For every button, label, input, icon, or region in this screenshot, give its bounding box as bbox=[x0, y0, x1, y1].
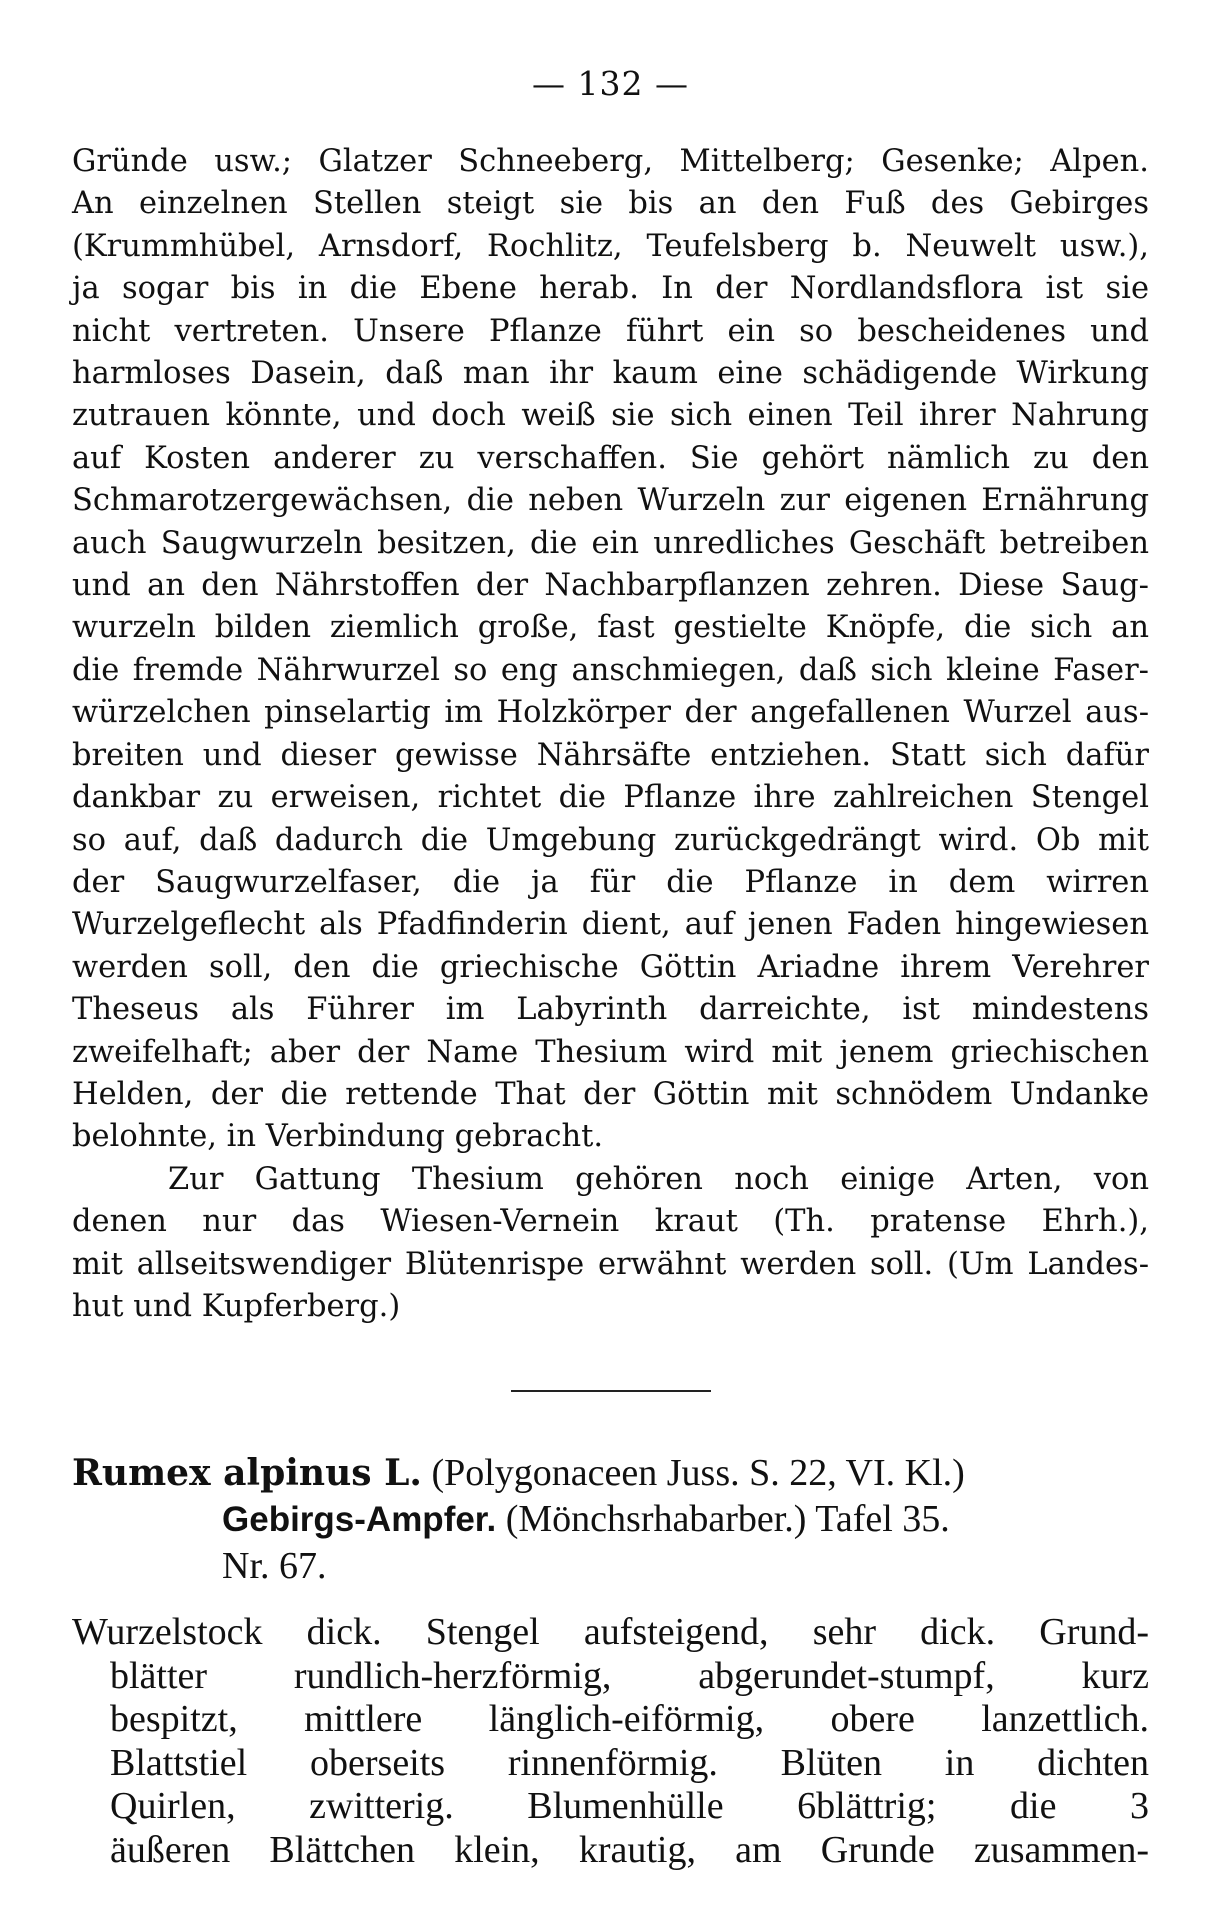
text-line: mit allseitswendiger Blütenrispe erwähnt werden soll. (Um Landes- bbox=[72, 1246, 1149, 1282]
text-line: Schmarotzergewächsen, die neben Wurzeln zur eigenen Ernährung bbox=[72, 483, 1149, 519]
text-line: zweifelhaft; aber der Name Thesium wird mit jenem griechischen bbox=[72, 1034, 1149, 1070]
section-divider bbox=[511, 1390, 711, 1392]
text-line: ja sogar bis in die Ebene herab. In der Nordlandsflora ist sie bbox=[72, 271, 1149, 307]
text-line: und an den Nährstoffen der Nachbarpflanzen zehren. Diese Saug- bbox=[72, 568, 1149, 604]
text-line: äußeren Blättchen klein, krautig, am Grunde zusammen- bbox=[110, 1828, 1149, 1871]
text-line: so auf, daß dadurch die Umgebung zurückgedrängt wird. Ob mit bbox=[72, 822, 1149, 858]
text-line: Helden, der die rettende That der Göttin mit schnödem Undanke bbox=[72, 1076, 1149, 1112]
text-line: dankbar zu erweisen, richtet die Pflanze ihre zahlreichen Stengel bbox=[72, 780, 1149, 816]
species-name: Rumex alpinus L. bbox=[72, 1452, 422, 1495]
text-line: die fremde Nährwurzel so eng anschmiegen, daß sich kleine Faser- bbox=[72, 652, 1149, 688]
page-number: — 132 — bbox=[532, 64, 689, 103]
text-line: An einzelnen Stellen steigt sie bis an den Fuß des Gebirges bbox=[72, 186, 1149, 222]
species-entry-heading bbox=[72, 1450, 1149, 1589]
text-line: Blattstiel oberseits rinnenförmig. Blüten in dichten bbox=[110, 1741, 1149, 1784]
text-line: harmloses Dasein, daß man ihr kaum eine schädigende Wirkung bbox=[72, 356, 1149, 392]
text-line: zutrauen könnte, und doch weiß sie sich einen Teil ihrer Nahrung bbox=[72, 398, 1149, 434]
text-line: werden soll, den die griechische Göttin Ariadne ihrem Verehrer bbox=[72, 949, 1149, 985]
alternate-name: (Mönchsrhabarber.) Tafel 35. bbox=[505, 1498, 950, 1541]
text-line: nicht vertreten. Unsere Pflanze führt ein so bescheidenes und bbox=[72, 313, 1149, 349]
text-line: bespitzt, mittlere länglich-eiförmig, obere lanzettlich. bbox=[110, 1698, 1149, 1741]
family-reference: (Polygonaceen Juss. S. 22, VI. Kl.) bbox=[431, 1452, 965, 1495]
text-line: hut und Kupferberg.) bbox=[72, 1288, 401, 1324]
text-line: Wurzelgeflecht als Pfadfinderin dient, auf jenen Faden hingewiesen bbox=[72, 907, 1149, 943]
text-line: breiten und dieser gewisse Nährsäfte entziehen. Statt sich dafür bbox=[72, 737, 1149, 773]
common-name: Gebirgs-Ampfer. bbox=[222, 1500, 497, 1540]
text-line: belohnte, in Verbindung gebracht. bbox=[72, 1119, 604, 1155]
entry-number: Nr. 67. bbox=[222, 1545, 327, 1588]
text-line: Quirlen, zwitterig. Blumenhülle 6blättrig; die 3 bbox=[110, 1785, 1149, 1828]
text-line: (Krummhübel, Arnsdorf, Rochlitz, Teufelsberg b. Neuwelt usw.), bbox=[72, 228, 1149, 264]
body-text-paragraph-1 bbox=[72, 141, 1149, 1159]
entry-line-2 bbox=[72, 1496, 1149, 1543]
text-line: wurzeln bilden ziemlich große, fast gestielte Knöpfe, die sich an bbox=[72, 610, 1149, 646]
entry-line-1 bbox=[72, 1450, 1149, 1496]
text-line: Theseus als Führer im Labyrinth darreichte, ist mindestens bbox=[72, 992, 1149, 1028]
text-line: auch Saugwurzeln besitzen, die ein unredliches Geschäft betreiben bbox=[72, 525, 1149, 561]
text-line: Zur Gattung Thesium gehören noch einige Arten, von bbox=[168, 1161, 1149, 1197]
body-text-paragraph-2 bbox=[72, 1159, 1149, 1329]
text-line: würzelchen pinselartig im Holzkörper der angefallenen Wurzel aus- bbox=[72, 695, 1149, 731]
text-line: der Saugwurzelfaser, die ja für die Pflanze in dem wirren bbox=[72, 864, 1149, 900]
text-line: auf Kosten anderer zu verschaffen. Sie gehört nämlich zu den bbox=[72, 440, 1149, 476]
text-line: denen nur das Wiesen-Vernein kraut (Th. pratense Ehrh.), bbox=[72, 1204, 1149, 1240]
species-description bbox=[72, 1611, 1149, 1872]
text-line: Wurzelstock dick. Stengel aufsteigend, sehr dick. Grund- bbox=[72, 1611, 1149, 1654]
text-line: blätter rundlich-herzförmig, abgerundet-stumpf, kurz bbox=[110, 1654, 1149, 1697]
text-line: Gründe usw.; Glatzer Schneeberg, Mittelberg; Gesenke; Alpen. bbox=[72, 144, 1149, 179]
